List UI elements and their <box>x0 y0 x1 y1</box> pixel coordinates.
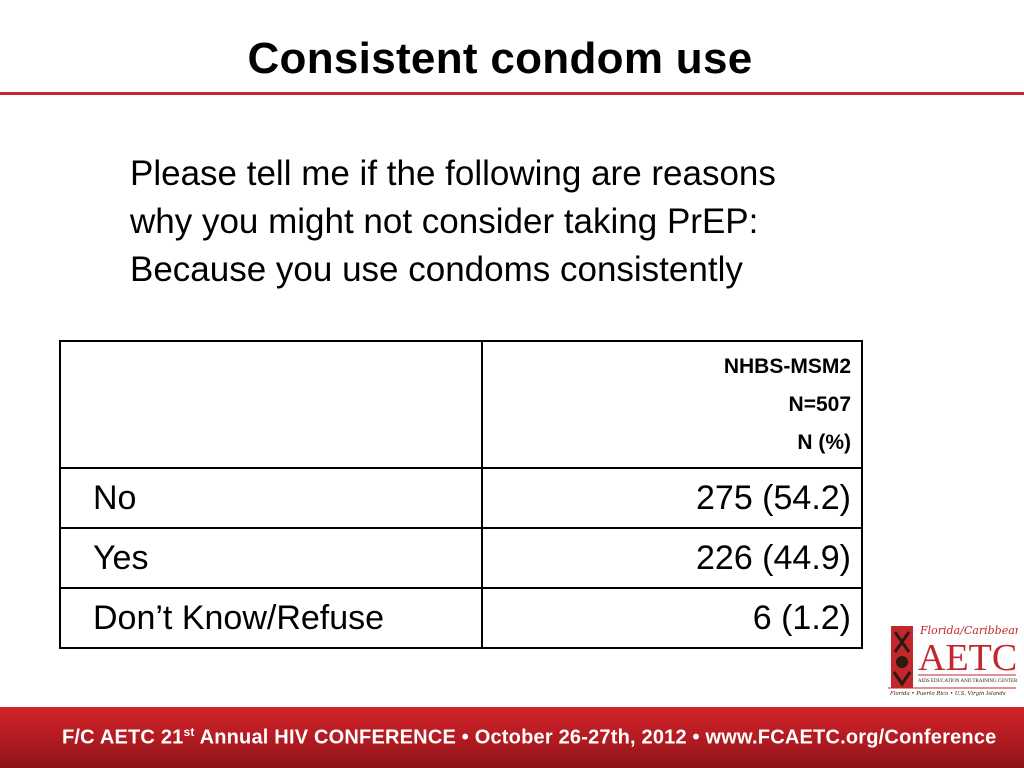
header-study: NHBS-MSM2 <box>723 354 851 378</box>
logo-top-text: Florida/Caribbean <box>920 624 1018 637</box>
logo-region-text: Florida • Puerto Rico • U.S. Virgin Islands <box>890 691 1006 697</box>
header-unit: N (%) <box>797 430 851 454</box>
table-row <box>60 528 862 588</box>
table-row <box>60 588 862 648</box>
footer-banner <box>0 707 1024 768</box>
logo-main-text: AETC <box>918 637 1018 679</box>
header-empty-cell <box>60 341 482 468</box>
aetc-logo <box>888 622 1018 698</box>
row-value: 226 (44.9) <box>482 528 862 588</box>
table-row <box>60 468 862 528</box>
table-header-row <box>60 341 862 468</box>
footer-suffix: Annual HIV CONFERENCE • October 26-27th, 2012 • www.FCAETC.org/Conference <box>194 726 997 749</box>
footer-text <box>62 725 996 750</box>
title-divider <box>0 92 1024 95</box>
row-value: 6 (1.2) <box>482 588 862 648</box>
row-label: No <box>60 468 482 528</box>
header-cell <box>482 341 862 468</box>
header-n: N=507 <box>788 392 851 416</box>
question-line-2: why you might not consider taking PrEP: <box>130 202 759 241</box>
row-label: Yes <box>60 528 482 588</box>
results-table <box>59 340 863 649</box>
row-value: 275 (54.2) <box>482 468 862 528</box>
footer-prefix: F/C AETC 21 <box>62 726 184 749</box>
question-text <box>130 150 890 294</box>
question-line-1: Please tell me if the following are reasons <box>130 154 776 193</box>
footer-superscript: st <box>183 725 195 739</box>
question-line-3: Because you use condoms consistently <box>130 250 743 289</box>
aetc-logo-graphic <box>888 622 1018 698</box>
row-label: Don’t Know/Refuse <box>60 588 482 648</box>
slide-title: Consistent condom use <box>247 34 753 83</box>
logo-sub-text: AIDS EDUCATION AND TRAINING CENTER <box>918 679 1018 684</box>
